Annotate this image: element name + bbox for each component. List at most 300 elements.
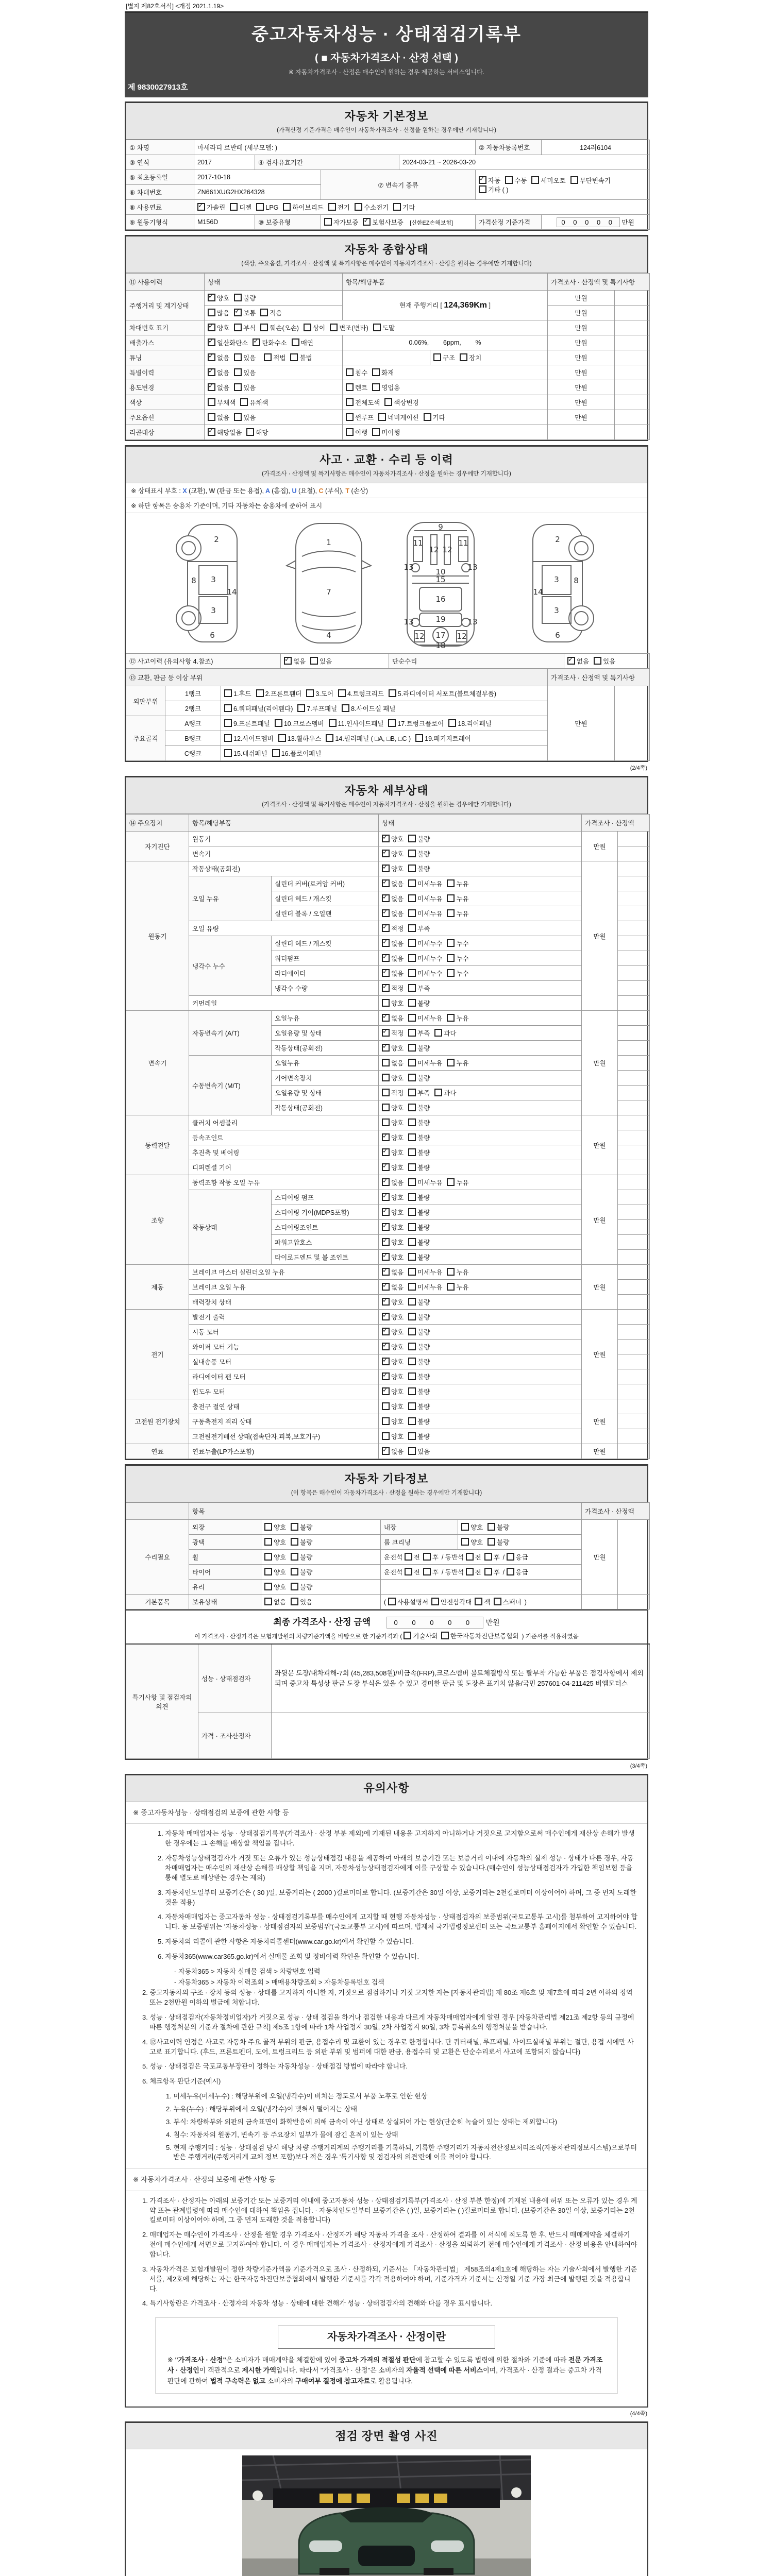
- checkbox-기술사회[interactable]: [404, 1632, 411, 1639]
- checkbox-양호[interactable]: [382, 1163, 390, 1171]
- checkbox-양호[interactable]: [382, 1074, 390, 1081]
- price-cell: 만원: [548, 306, 615, 320]
- checkbox-불법[interactable]: [290, 353, 298, 361]
- checkbox-썬루프[interactable]: [346, 413, 354, 421]
- checkbox-있음[interactable]: [408, 1447, 416, 1455]
- checkbox-미세누유[interactable]: [408, 894, 416, 902]
- checkbox-없음[interactable]: [382, 954, 390, 962]
- tire-position-options: [381, 1565, 582, 1580]
- checkbox-양호[interactable]: [382, 1432, 390, 1440]
- definition-text-fragment: 전문 가격조사 · 산정인: [167, 2356, 603, 2375]
- checkbox-양호[interactable]: [382, 850, 390, 857]
- checkbox-미세누유[interactable]: [408, 909, 416, 917]
- checkbox-불량[interactable]: [408, 1402, 416, 1410]
- checkbox-없음[interactable]: [382, 879, 390, 887]
- option-수동: [505, 176, 527, 185]
- checkbox-자가보증[interactable]: [324, 218, 332, 226]
- checkbox-후[interactable]: [423, 1553, 431, 1561]
- checkbox-수동[interactable]: [505, 176, 513, 184]
- checkbox-없음[interactable]: [264, 1598, 272, 1605]
- checkbox-양호[interactable]: [264, 1568, 272, 1575]
- checkbox-불량[interactable]: [408, 1208, 416, 1216]
- checkbox-후[interactable]: [484, 1568, 492, 1575]
- spacer-cell: [381, 1580, 582, 1595]
- checkbox-적음[interactable]: [260, 309, 268, 316]
- checkbox-기타[interactable]: [424, 413, 431, 421]
- checkbox-부족[interactable]: [408, 1089, 416, 1096]
- checkbox-양호[interactable]: [382, 1402, 390, 1410]
- checkbox-있음[interactable]: [234, 353, 242, 361]
- spacer-cell: [343, 350, 430, 365]
- checkbox-양호[interactable]: [264, 1583, 272, 1590]
- checkbox-양호[interactable]: [382, 1148, 390, 1156]
- checkbox-없음[interactable]: [382, 969, 390, 977]
- checkbox-기타[interactable]: [393, 203, 401, 211]
- option-불량: [408, 834, 430, 843]
- option-누유: [447, 1013, 468, 1023]
- checkbox-15.대쉬패널[interactable]: [224, 749, 232, 757]
- checkbox-전기[interactable]: [328, 203, 336, 211]
- checkbox-불량[interactable]: [408, 1223, 416, 1231]
- checkbox-불량[interactable]: [408, 1044, 416, 1052]
- checkbox-양호[interactable]: [208, 294, 215, 301]
- checkbox-수소전기[interactable]: [355, 203, 362, 211]
- detail-state-options: [379, 996, 582, 1011]
- checkbox-미세누수[interactable]: [408, 954, 416, 962]
- checkbox-불량[interactable]: [408, 850, 416, 857]
- checkbox-6.쿼터패널(리어휀다)[interactable]: [224, 704, 232, 712]
- checkbox-화재[interactable]: [372, 368, 380, 376]
- checkbox-누수[interactable]: [447, 954, 455, 962]
- checkbox-누수[interactable]: [447, 969, 455, 977]
- checkbox-불량[interactable]: [408, 1238, 416, 1246]
- option-label: 양호: [391, 1433, 404, 1440]
- checkbox-훼손(오손)[interactable]: [260, 324, 268, 331]
- option-영업용: [372, 383, 400, 392]
- device-group-label: 변속기: [126, 1011, 189, 1115]
- base-price-unit: 만원: [621, 218, 634, 226]
- checkbox-네비게이션[interactable]: [378, 413, 386, 421]
- checkbox-부식[interactable]: [234, 324, 242, 331]
- option-적정: [382, 924, 404, 933]
- checkbox-10.크로스멤버[interactable]: [275, 719, 282, 727]
- checkbox-불량[interactable]: [291, 1568, 298, 1575]
- checkbox-누유[interactable]: [447, 879, 455, 887]
- checkbox-양호[interactable]: [382, 1208, 390, 1216]
- checkbox-누유[interactable]: [447, 894, 455, 902]
- checkbox-미세누유[interactable]: [408, 1014, 416, 1022]
- checkbox-불량[interactable]: [408, 1343, 416, 1350]
- option-미세누수: [408, 939, 442, 948]
- checkbox-양호[interactable]: [461, 1523, 469, 1531]
- detail-remark-cell: [618, 846, 650, 861]
- notice-title: 유의사항: [363, 1782, 410, 1794]
- checkbox-적정[interactable]: [382, 1029, 390, 1037]
- option-label: 없음: [217, 414, 230, 421]
- checkbox-자동[interactable]: [479, 176, 486, 184]
- option-불량: [408, 1133, 430, 1142]
- checkbox-양호[interactable]: [382, 1253, 390, 1261]
- checkbox-불량[interactable]: [408, 1298, 416, 1306]
- checkbox-후[interactable]: [423, 1568, 431, 1575]
- checkbox-없음[interactable]: [382, 1014, 390, 1022]
- fuel-label: ⑧ 사용연료: [126, 200, 194, 215]
- checkbox-불량[interactable]: [408, 1118, 416, 1126]
- checkbox-양호[interactable]: [382, 1133, 390, 1141]
- checkbox-불량[interactable]: [408, 835, 416, 842]
- detail-item-label: 등속조인트: [189, 1130, 379, 1145]
- rank-1-label: 1랭크: [165, 686, 221, 701]
- checkbox-부족[interactable]: [408, 1029, 416, 1037]
- checkbox-양호[interactable]: [382, 1358, 390, 1365]
- col-detail-item: 항목/해당부품: [189, 815, 379, 832]
- checkbox-19.패키지트레이[interactable]: [415, 734, 423, 742]
- checkbox-미세누유[interactable]: [408, 1059, 416, 1066]
- detail-state-options: [379, 1354, 582, 1369]
- checkbox-양호[interactable]: [264, 1553, 272, 1561]
- warranty-type-label: ⑩ 보증유형: [255, 215, 321, 230]
- checkbox-양호[interactable]: [208, 324, 215, 331]
- detail-item-label: 배력장치 상태: [189, 1295, 379, 1310]
- checkbox-양호[interactable]: [382, 1343, 390, 1350]
- option-미세누유: [408, 894, 442, 903]
- option-label: 10.크로스멤버: [283, 720, 324, 727]
- option-label: 없음: [391, 910, 404, 918]
- option-자가보증: [324, 217, 358, 227]
- panel-rank-table: [126, 669, 650, 761]
- option-label: 있음: [417, 1448, 430, 1455]
- checkbox-양호[interactable]: [382, 1118, 390, 1126]
- checkbox-적정[interactable]: [382, 924, 390, 932]
- checkbox-양호[interactable]: [382, 1387, 390, 1395]
- checkbox-없음[interactable]: [208, 383, 215, 391]
- checkbox-불량[interactable]: [408, 1328, 416, 1335]
- checkbox-없음[interactable]: [382, 1178, 390, 1186]
- checkbox-부족[interactable]: [408, 924, 416, 932]
- checkbox-불량[interactable]: [408, 999, 416, 1007]
- checkbox-없음[interactable]: [567, 657, 575, 665]
- checkbox-무채색[interactable]: [208, 398, 215, 406]
- checkbox-없음[interactable]: [208, 413, 215, 421]
- checkbox-장치[interactable]: [460, 353, 467, 361]
- basic-info-header: [126, 103, 647, 140]
- checkbox-불량[interactable]: [408, 1417, 416, 1425]
- option-불량: [408, 1163, 430, 1172]
- checkbox-불량[interactable]: [291, 1538, 298, 1546]
- checkbox-미세누유[interactable]: [408, 1283, 416, 1291]
- recall-label: 리콜대상: [126, 425, 205, 440]
- legend-code-W: W: [207, 487, 217, 495]
- checkbox-없음[interactable]: [382, 1268, 390, 1276]
- checkbox-유채색[interactable]: [240, 398, 248, 406]
- checkbox-4.트렁크리드[interactable]: [338, 689, 346, 697]
- checkbox-불량[interactable]: [488, 1538, 495, 1546]
- model-year-label: ③ 연식: [126, 155, 194, 170]
- option-없음: [208, 368, 229, 377]
- detail-state-options: [379, 1130, 582, 1145]
- checkbox-후[interactable]: [484, 1553, 492, 1561]
- checkbox-없음[interactable]: [382, 894, 390, 902]
- checkbox-양호[interactable]: [382, 1193, 390, 1201]
- checkbox-적법[interactable]: [264, 353, 272, 361]
- checkbox-8.사이드실 패널[interactable]: [342, 704, 349, 712]
- detail-state-options: [379, 1205, 582, 1220]
- checkbox-해당[interactable]: [246, 428, 254, 436]
- checkbox-과다[interactable]: [434, 1029, 442, 1037]
- checkbox-양호[interactable]: [382, 1298, 390, 1306]
- checkbox-전체도색[interactable]: [346, 398, 354, 406]
- option-후: [423, 1552, 439, 1562]
- checkbox-미이행[interactable]: [372, 428, 380, 436]
- checkbox-불량[interactable]: [291, 1523, 298, 1531]
- checkbox-미세누유[interactable]: [408, 1268, 416, 1276]
- checkbox-세미오토[interactable]: [531, 176, 539, 184]
- checkbox-양호[interactable]: [382, 865, 390, 872]
- option-label: 훼손(오손): [270, 325, 299, 332]
- notice-item: 5. 성능 · 상태점검은 국토교통부장관이 정하는 자동차성능 · 상태점검 방법에 따라야 합니다.: [142, 2062, 408, 2071]
- checkbox-색상변경[interactable]: [384, 398, 392, 406]
- checkbox-불량[interactable]: [488, 1523, 495, 1531]
- checkbox-있음[interactable]: [291, 1598, 298, 1605]
- option-후: [484, 1552, 500, 1562]
- notice-item: 4. 자동차매매업자는 중고자동차 성능 · 상태점검기록부를 매수인에게 고지할 때 현행 자동차성능 · 상태점검자의 보증범위(국토교통부 고시)를 첨부하여 고지하여야 합니다. 동 보증범위는 '자동차성능 · 상태점검자의 보증범위'(국토교통부 고시)에 따르며, 법제처 국가법령정보센터 또는 국토교통부 홈페이지에서 확인할 수 있습니다.: [158, 1913, 637, 1931]
- price-cell: 만원: [548, 291, 615, 306]
- checkbox-11.인사이드패널[interactable]: [329, 719, 337, 727]
- checkbox-없음[interactable]: [382, 1447, 390, 1455]
- option-label: 없음: [391, 1179, 404, 1187]
- checkbox-누유[interactable]: [447, 1283, 455, 1291]
- checkbox-양호[interactable]: [461, 1538, 469, 1546]
- checkbox-한국자동차진단보증협회[interactable]: [441, 1632, 449, 1639]
- svg-text:15: 15: [435, 575, 446, 584]
- detail-row: [126, 1384, 650, 1399]
- color-change-options: [343, 395, 548, 410]
- checkbox-16.플로어패널[interactable]: [272, 749, 280, 757]
- checkbox-5.라디에이터 서포트(볼트체결부품)[interactable]: [389, 689, 396, 697]
- option-양호: [382, 1297, 404, 1307]
- option-label: 하이브리드: [292, 204, 324, 211]
- detail-state-options: [379, 1399, 582, 1414]
- checkbox-부족[interactable]: [408, 984, 416, 992]
- checkbox-없음[interactable]: [208, 353, 215, 361]
- option-label: 양호: [391, 1194, 404, 1201]
- col-detail-price: 가격조사 · 산정액: [582, 815, 650, 832]
- rank-a-items: [221, 716, 548, 731]
- detail-row: [126, 1175, 650, 1190]
- checkbox-없음[interactable]: [382, 1059, 390, 1066]
- checkbox-안전삼각대[interactable]: [431, 1598, 439, 1605]
- checkbox-스패너[interactable]: [494, 1598, 501, 1605]
- option-label: 양호: [274, 1554, 287, 1561]
- option-label: 전체도색: [355, 399, 380, 406]
- checkbox-7.루프패널[interactable]: [297, 704, 305, 712]
- checkbox-응급[interactable]: [507, 1553, 514, 1561]
- document-number: 제 9830027913호: [128, 83, 188, 92]
- checkbox-불량[interactable]: [408, 1313, 416, 1320]
- option-label: 불량: [243, 295, 256, 302]
- checkbox-해당없음[interactable]: [208, 428, 215, 436]
- checkbox-양호[interactable]: [382, 1313, 390, 1320]
- checkbox-사용설명서[interactable]: [388, 1598, 396, 1605]
- checkbox-불량[interactable]: [408, 1074, 416, 1081]
- checkbox-불량[interactable]: [408, 1432, 416, 1440]
- checkbox-양호[interactable]: [382, 999, 390, 1007]
- checkbox-불량[interactable]: [408, 1104, 416, 1111]
- checkbox-양호[interactable]: [382, 1417, 390, 1425]
- option-label: 변조(변타): [339, 325, 368, 332]
- checkbox-누수[interactable]: [447, 939, 455, 947]
- checkbox-양호[interactable]: [382, 835, 390, 842]
- checkbox-불량[interactable]: [291, 1583, 298, 1590]
- detail-item-label: 브레이크 오일 누유: [189, 1280, 379, 1295]
- legend-codes: [182, 487, 368, 495]
- checkbox-18.리어패널[interactable]: [448, 719, 456, 727]
- checkbox-적정[interactable]: [382, 984, 390, 992]
- option-label: 불량: [417, 1418, 430, 1426]
- checkbox-디젤[interactable]: [230, 203, 238, 211]
- checkbox-있음[interactable]: [234, 383, 242, 391]
- checkbox-양호[interactable]: [382, 1372, 390, 1380]
- checkbox-불량[interactable]: [408, 1253, 416, 1261]
- device-group-label: 자기진단: [126, 832, 189, 861]
- option-미세누유: [408, 1267, 442, 1277]
- checkbox-있음[interactable]: [234, 413, 242, 421]
- checkbox-많음[interactable]: [208, 309, 215, 316]
- checkbox-과다[interactable]: [434, 1089, 442, 1096]
- checkbox-적정[interactable]: [382, 1089, 390, 1096]
- checkbox-누유[interactable]: [447, 1178, 455, 1186]
- detail-state-options: [379, 861, 582, 876]
- checkbox-불량[interactable]: [408, 1163, 416, 1171]
- checkbox-전[interactable]: [466, 1553, 474, 1561]
- checkbox-미세누수[interactable]: [408, 969, 416, 977]
- detail-item-label: 작동상태(공회전): [189, 861, 379, 876]
- checkbox-없음[interactable]: [284, 657, 292, 665]
- checkbox-영업용[interactable]: [372, 383, 380, 391]
- checkbox-매연[interactable]: [292, 338, 299, 346]
- final-price-note: [126, 1631, 647, 1640]
- checkbox-불량[interactable]: [408, 865, 416, 872]
- detail-row: [126, 1429, 650, 1444]
- checkbox-9.프론트패널[interactable]: [224, 719, 232, 727]
- detail-remark-cell: [618, 1265, 650, 1280]
- detail-remark-cell: [618, 1011, 650, 1026]
- option-하이브리드: [283, 202, 323, 212]
- checkbox-있음[interactable]: [594, 657, 601, 665]
- checkbox-2.프론트휀더[interactable]: [256, 689, 264, 697]
- base-price-digits: 0 0 0 0 0: [557, 217, 620, 227]
- checkbox-누유[interactable]: [447, 1059, 455, 1066]
- checkbox-불량[interactable]: [408, 1193, 416, 1201]
- detail-item-label: 연료누출(LP가스포함): [189, 1444, 379, 1459]
- checkbox-누유[interactable]: [447, 1014, 455, 1022]
- checkbox-양호[interactable]: [264, 1523, 272, 1531]
- checkbox-LPG[interactable]: [256, 203, 264, 211]
- checkbox-1.후드[interactable]: [224, 689, 232, 697]
- checkbox-전[interactable]: [405, 1553, 412, 1561]
- checkbox-불량[interactable]: [408, 1372, 416, 1380]
- checkbox-13.휠하우스[interactable]: [278, 734, 286, 742]
- table-row: [126, 200, 650, 215]
- checkbox-17.트렁크플로어[interactable]: [388, 719, 396, 727]
- checkbox-있음[interactable]: [234, 368, 242, 376]
- checkbox-불량[interactable]: [408, 1133, 416, 1141]
- checkbox-응급[interactable]: [507, 1568, 514, 1575]
- notice-item: 2. 자동차성능상태점검자가 거짓 또는 오류가 있는 성능상태점검 내용을 제공하여 아래의 보증기간 또는 보증거리 이내에 자동차의 실제 성능 · 상태가 다른 경우, 자동차매매업자는 매수인의 재산상 손해를 배상할 책임을 지며, 자동차성능상태점검자에게 이를 구상할 수 있습니다.(매수인이 성능상태점검자가 가입한 책임보험 등을 통해 별도로 배상받는 경우는 제외): [158, 1854, 634, 1882]
- checkbox-탄화수소[interactable]: [253, 338, 260, 346]
- checkbox-미세누유[interactable]: [408, 1178, 416, 1186]
- checkbox-도말[interactable]: [373, 324, 381, 331]
- checkbox-14.필러패널 ( □A, □B, □C )[interactable]: [326, 734, 333, 742]
- checkbox-하이브리드[interactable]: [283, 203, 291, 211]
- definition-text-fragment: 입니다. 따라서 "가격조사 · 산정"은 소비자의: [276, 2366, 407, 2375]
- checkbox-불량[interactable]: [291, 1553, 298, 1561]
- checkbox-변조(변타)[interactable]: [330, 324, 338, 331]
- checkbox-미세누수[interactable]: [408, 939, 416, 947]
- checkbox-양호[interactable]: [382, 1328, 390, 1335]
- checkbox-양호[interactable]: [382, 1044, 390, 1052]
- mileage-value: 124,369Km: [444, 301, 487, 310]
- checkbox-렌트[interactable]: [346, 383, 354, 391]
- checkbox-전[interactable]: [466, 1568, 474, 1575]
- checkbox-없음[interactable]: [208, 368, 215, 376]
- checkbox-보험사보증[interactable]: [363, 218, 371, 226]
- checkbox-전[interactable]: [405, 1568, 412, 1575]
- checkbox-3.도어[interactable]: [306, 689, 314, 697]
- checkbox-구조[interactable]: [433, 353, 441, 361]
- checkbox-불량[interactable]: [408, 1358, 416, 1365]
- checkbox-누유[interactable]: [447, 909, 455, 917]
- checkbox-상이[interactable]: [304, 324, 311, 331]
- price-cell: 만원: [548, 335, 615, 350]
- checkbox-누유[interactable]: [447, 1268, 455, 1276]
- checkbox-일산화탄소[interactable]: [208, 338, 215, 346]
- legend-desc: (손상): [351, 487, 368, 495]
- checkbox-미세누유[interactable]: [408, 879, 416, 887]
- option-label: 불량: [417, 1045, 430, 1052]
- detail-row: [126, 1056, 650, 1071]
- checkbox-잭[interactable]: [475, 1598, 482, 1605]
- checkbox-양호[interactable]: [264, 1538, 272, 1546]
- checkbox-없음[interactable]: [382, 1283, 390, 1291]
- checkbox-12.사이드멤버[interactable]: [224, 734, 232, 742]
- checkbox-가솔린[interactable]: [197, 203, 205, 211]
- option-불량: [408, 1402, 430, 1411]
- checkbox-불량[interactable]: [234, 294, 242, 301]
- option-양호: [382, 1148, 404, 1157]
- svg-text:3: 3: [211, 606, 216, 615]
- checkbox-있음[interactable]: [310, 657, 318, 665]
- checkbox-불량[interactable]: [408, 1148, 416, 1156]
- checkbox-무단변속기[interactable]: [570, 176, 578, 184]
- checkbox-침수[interactable]: [346, 368, 354, 376]
- usage-change-options: [205, 380, 343, 395]
- car-front-illustration: [299, 2507, 474, 2575]
- checkbox-없음[interactable]: [382, 909, 390, 917]
- legend-code-T: T: [343, 487, 351, 495]
- checkbox-양호[interactable]: [382, 1238, 390, 1246]
- final-price-digits: 0 0 0 0 0: [386, 1617, 484, 1629]
- detail-subtitle: (가격조사 · 산정액 및 특기사항은 매수인이 자동차가격조사 · 산정을 원하는 경우에만 기재합니다): [262, 802, 511, 808]
- checkbox-없음[interactable]: [382, 939, 390, 947]
- checkbox-기타 ( )[interactable]: [479, 185, 486, 193]
- checkbox-이행[interactable]: [346, 428, 354, 436]
- checkbox-양호[interactable]: [382, 1223, 390, 1231]
- checkbox-보통[interactable]: [234, 309, 242, 316]
- option-label: 양호: [391, 1224, 404, 1231]
- checkbox-불량[interactable]: [408, 1387, 416, 1395]
- checkbox-양호[interactable]: [382, 1104, 390, 1111]
